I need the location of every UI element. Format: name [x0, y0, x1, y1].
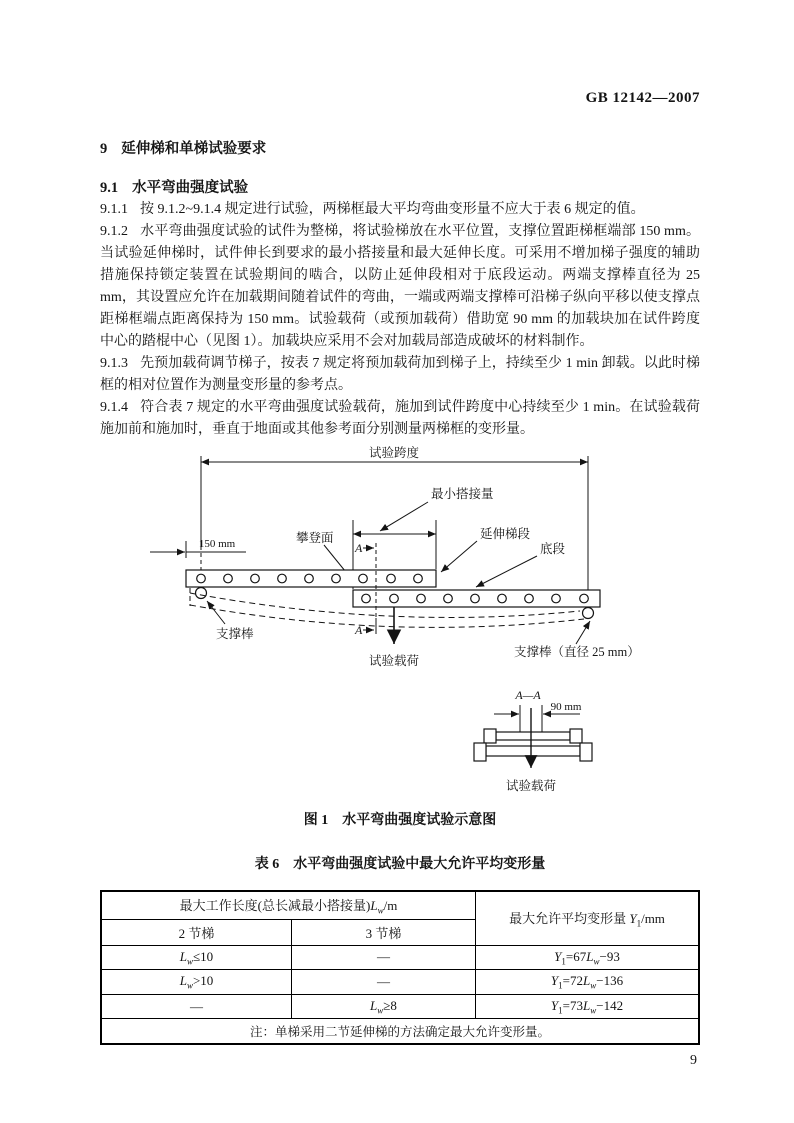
label-section-a-a: A—A [515, 688, 541, 702]
clause-text: 符合表 7 规定的水平弯曲强度试验载荷，施加到试件跨度中心持续至少 1 min。在试验载荷施加前和施加时，垂直于地面或其他参考面分别测量两梯框的变形量。 [100, 400, 700, 437]
section-heading [100, 138, 700, 160]
label-90mm: 90 mm [550, 701, 582, 713]
section-mark-a-bottom: A [355, 623, 363, 637]
subsection-title: 水平弯曲强度试验 [132, 180, 249, 196]
label-base-section: 底段 [540, 542, 566, 556]
page-number: 9 [690, 1053, 697, 1069]
label-min-overlap: 最小搭接量 [431, 487, 494, 501]
table-caption [100, 854, 700, 876]
cell-length-3section: — [292, 945, 476, 970]
clause-number: 9.1.2 [100, 224, 128, 239]
figure-1 [100, 446, 700, 832]
table-row [101, 945, 699, 970]
table-6 [100, 890, 700, 1045]
page-content [100, 88, 700, 1069]
cell-formula: $Y_1=67L_w-93$ [476, 945, 700, 970]
figure-1-diagram [128, 446, 673, 802]
table-note: 注：单梯采用二节延伸梯的方法确定最大允许变形量。 [101, 1019, 699, 1045]
section-mark-a-top: A [355, 541, 363, 555]
table-header-row-1 [101, 891, 699, 919]
standard-number: GB 12142—2007 [585, 90, 700, 106]
ladder-sections [186, 570, 600, 619]
extension-section-rungs [197, 574, 423, 583]
clause-text: 按 9.1.2~9.1.4 规定进行试验，两梯框最大平均弯曲变形量不应大于表 6 规定的值。 [140, 202, 645, 217]
cell-length-3section: — [292, 970, 476, 995]
section-a-a-detail [474, 705, 592, 768]
cell-length-2section: — [101, 994, 292, 1019]
label-extension-section: 延伸梯段 [480, 527, 531, 541]
cell-length-2section: $L_w>10$ [101, 970, 292, 995]
section-number: 9 [100, 141, 108, 157]
label-150mm: 150 mm [198, 538, 236, 550]
header-2-section-ladder: 2 节梯 [101, 919, 292, 945]
clause-9-1-1 [100, 199, 700, 221]
cell-length-2section: $L_w\le 10$ [101, 945, 292, 970]
cell-formula: $Y_1=73L_w-142$ [476, 994, 700, 1019]
subsection-number: 9.1 [100, 180, 119, 196]
figure-caption [100, 810, 700, 832]
figure-caption-number: 图 1 [303, 813, 329, 828]
cell-length-3section: $L_w\ge 8$ [292, 994, 476, 1019]
clause-number: 9.1.4 [100, 400, 128, 415]
header-max-working-length: 最大工作长度(总长减最小搭接量)$L_w/m$ [101, 891, 476, 919]
table-row [101, 970, 699, 995]
table-note-row [101, 1019, 699, 1045]
label-climbing-face: 攀登面 [296, 531, 334, 545]
label-support-rod-left: 支撑棒 [216, 627, 254, 641]
header-3-section-ladder: 3 节梯 [292, 919, 476, 945]
base-section-rungs [362, 594, 589, 603]
support-rod-left-circle [196, 588, 207, 599]
clause-9-1-3 [100, 353, 700, 397]
cell-formula: $Y_1=72L_w-136$ [476, 970, 700, 995]
clause-text: 水平弯曲强度试验的试件为整梯，将试验梯放在水平位置，支撑位置距梯框端部 150 mm。当试验延伸梯时，试件伸长到要求的最小搭接量和最大延伸长度。可采用不增加梯子强度的辅助措施保持锁定装置在试验期间的啮合，以防止延伸段相对于底段运动。两端支撑棒直径为 25 mm，其设置应允许在加载期间随着试件的弯曲，一端或两端支撑棒可沿梯子纵向平移以使支撑点距梯框端点距离保持为 150 mm。试验载荷（或预加载荷）借助宽 90 mm 的加载块加在试件跨度中心的踏棍中心（见图 1）。加载块应采用不会对加载局部造成破坏的材料制作。 [100, 224, 700, 349]
section-title: 延伸梯和单梯试验要求 [121, 141, 267, 157]
label-test-load-detail: 试验载荷 [505, 779, 557, 793]
clause-number: 9.1.3 [100, 356, 128, 371]
table-caption-number: 表 6 [254, 857, 280, 872]
clause-text: 先预加载荷调节梯子，按表 7 规定将预加载荷加到梯子上，持续至少 1 min 卸载。以此时梯框的相对位置作为测量变形量的参考点。 [100, 356, 700, 393]
subsection-heading [100, 177, 700, 199]
clause-number: 9.1.1 [100, 202, 128, 217]
support-rod-right-circle [583, 608, 594, 619]
clause-9-1-2 [100, 221, 700, 353]
figure-caption-title: 水平弯曲强度试验示意图 [342, 813, 497, 828]
label-test-span: 试验跨度 [368, 446, 420, 460]
table-caption-title: 水平弯曲强度试验中最大允许平均变形量 [293, 857, 546, 872]
clause-9-1-4 [100, 397, 700, 441]
table-row [101, 994, 699, 1019]
label-test-load: 试验载荷 [368, 654, 420, 668]
header-max-deformation: 最大允许平均变形量 $Y_1/mm$ [476, 891, 700, 945]
label-support-rod-right: 支撑棒（直径 25 mm） [514, 645, 640, 659]
